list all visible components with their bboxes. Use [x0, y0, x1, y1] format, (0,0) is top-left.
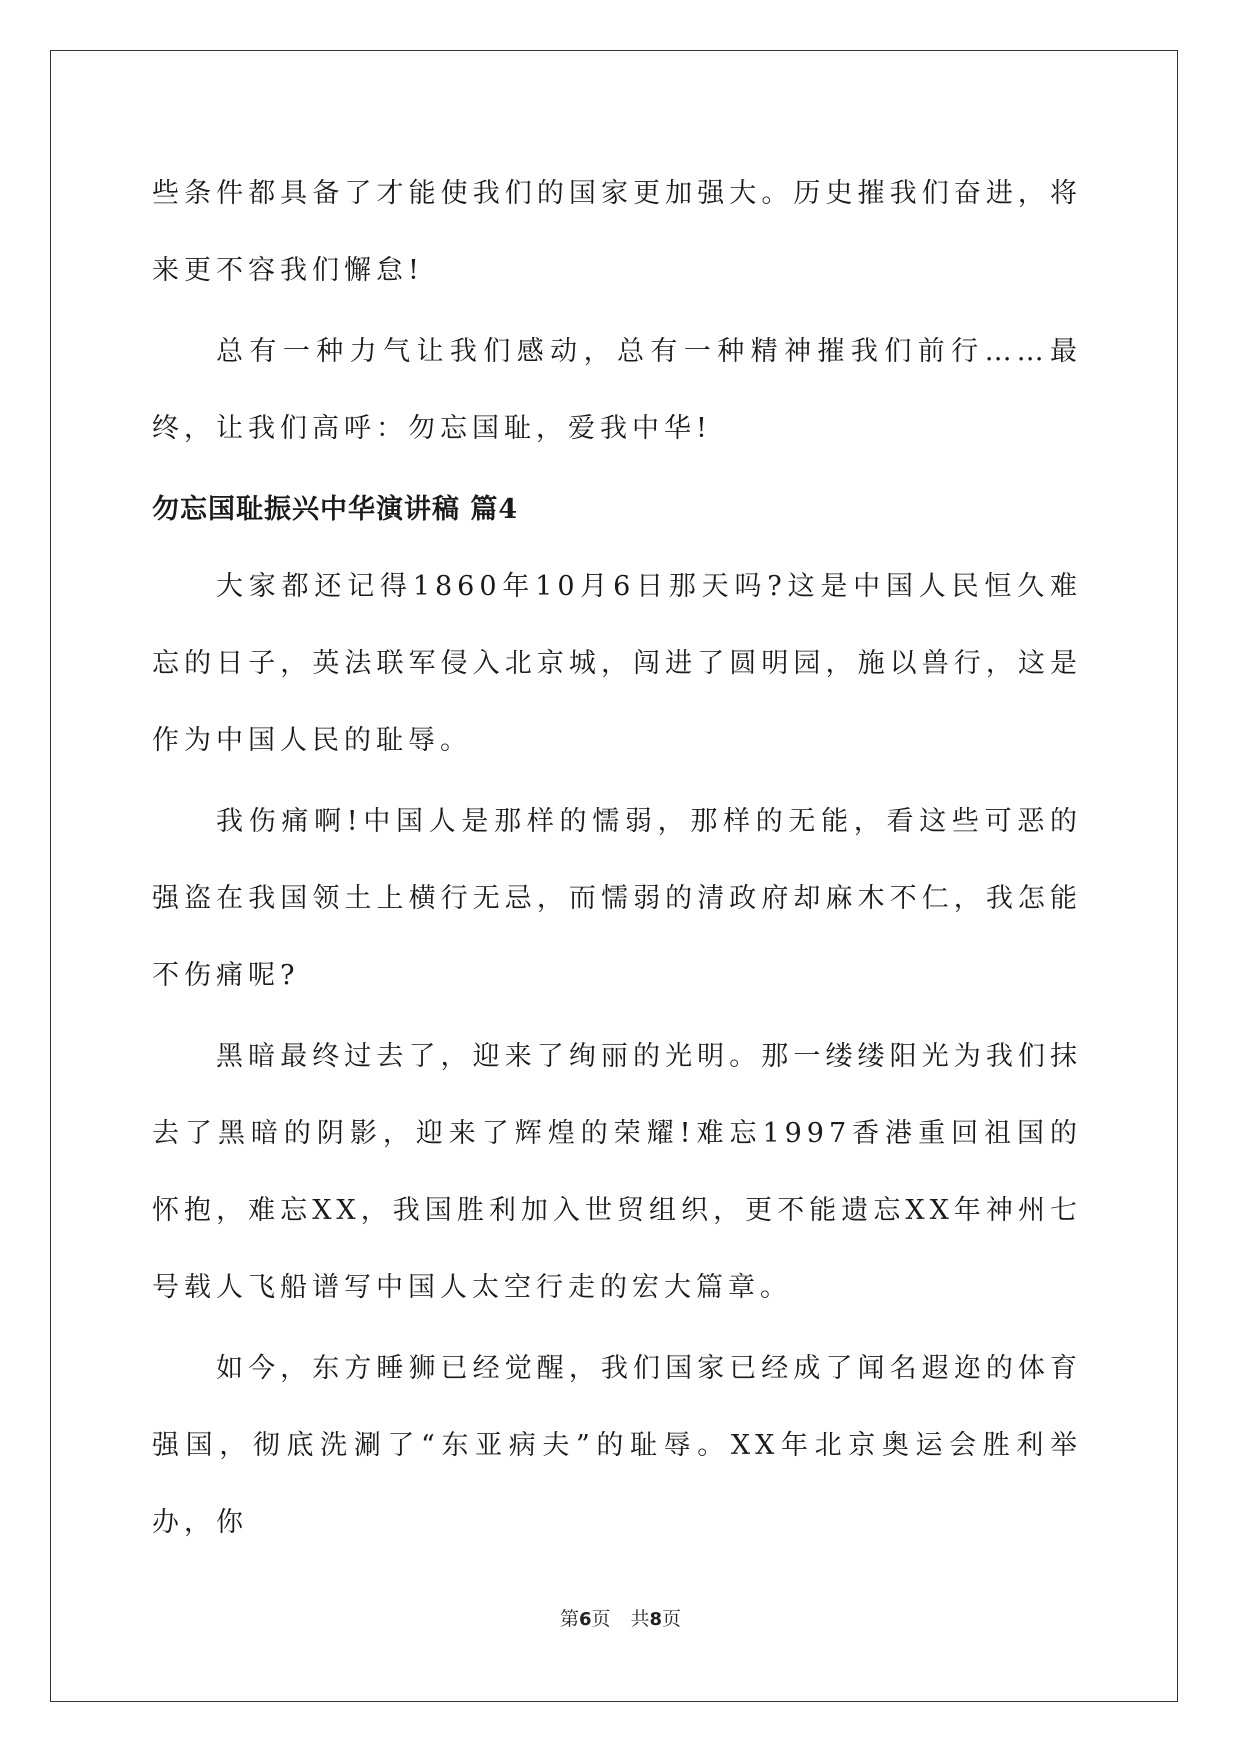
paragraph-sports: 如今，东方睡狮已经觉醒，我们国家已经成了闻名遐迩的体育强国，彻底洗涮了“东亚病夫”的耻辱。XX年北京奥运会胜利举办，你 [152, 1353, 1082, 1538]
document-body [152, 155, 1082, 1565]
section-heading: 勿忘国耻振兴中华演讲稿 篇4 [152, 494, 519, 525]
footer-page-word: 页 [591, 1608, 611, 1630]
paragraph-1860: 大家都还记得1860年10月6日那天吗?这是中国人民恒久难忘的日子，英法联军侵入北京城，闯进了圆明园，施以兽行，这是作为中国人民的耻辱。 [152, 571, 1082, 756]
footer-prefix: 第 [559, 1608, 579, 1630]
current-page-number: 6 [578, 1609, 592, 1630]
footer-total-suffix: 页 [662, 1608, 682, 1630]
paragraph-continued: 些条件都具备了才能使我们的国家更加强大。历史摧我们奋进，将来更不容我们懈怠! [152, 178, 1082, 286]
paragraph-sorrow: 我伤痛啊!中国人是那样的懦弱，那样的无能，看这些可恶的强盗在我国领土上横行无忌，而懦弱的清政府却麻木不仁，我怎能不伤痛呢? [152, 806, 1082, 991]
paragraph-closing: 总有一种力气让我们感动，总有一种精神摧我们前行……最终，让我们高呼：勿忘国耻，爱我中华! [152, 336, 1082, 444]
total-page-number: 8 [649, 1609, 663, 1630]
paragraph-light: 黑暗最终过去了，迎来了绚丽的光明。那一缕缕阳光为我们抹去了黑暗的阴影，迎来了辉煌的荣耀!难忘1997香港重回祖国的怀抱，难忘XX，我国胜利加入世贸组织，更不能遗忘XX年神州七号载人飞船谱写中国人太空行走的宏大篇章。 [152, 1041, 1082, 1303]
footer-total-prefix: 共 [630, 1608, 650, 1630]
page-footer [0, 1604, 1241, 1631]
